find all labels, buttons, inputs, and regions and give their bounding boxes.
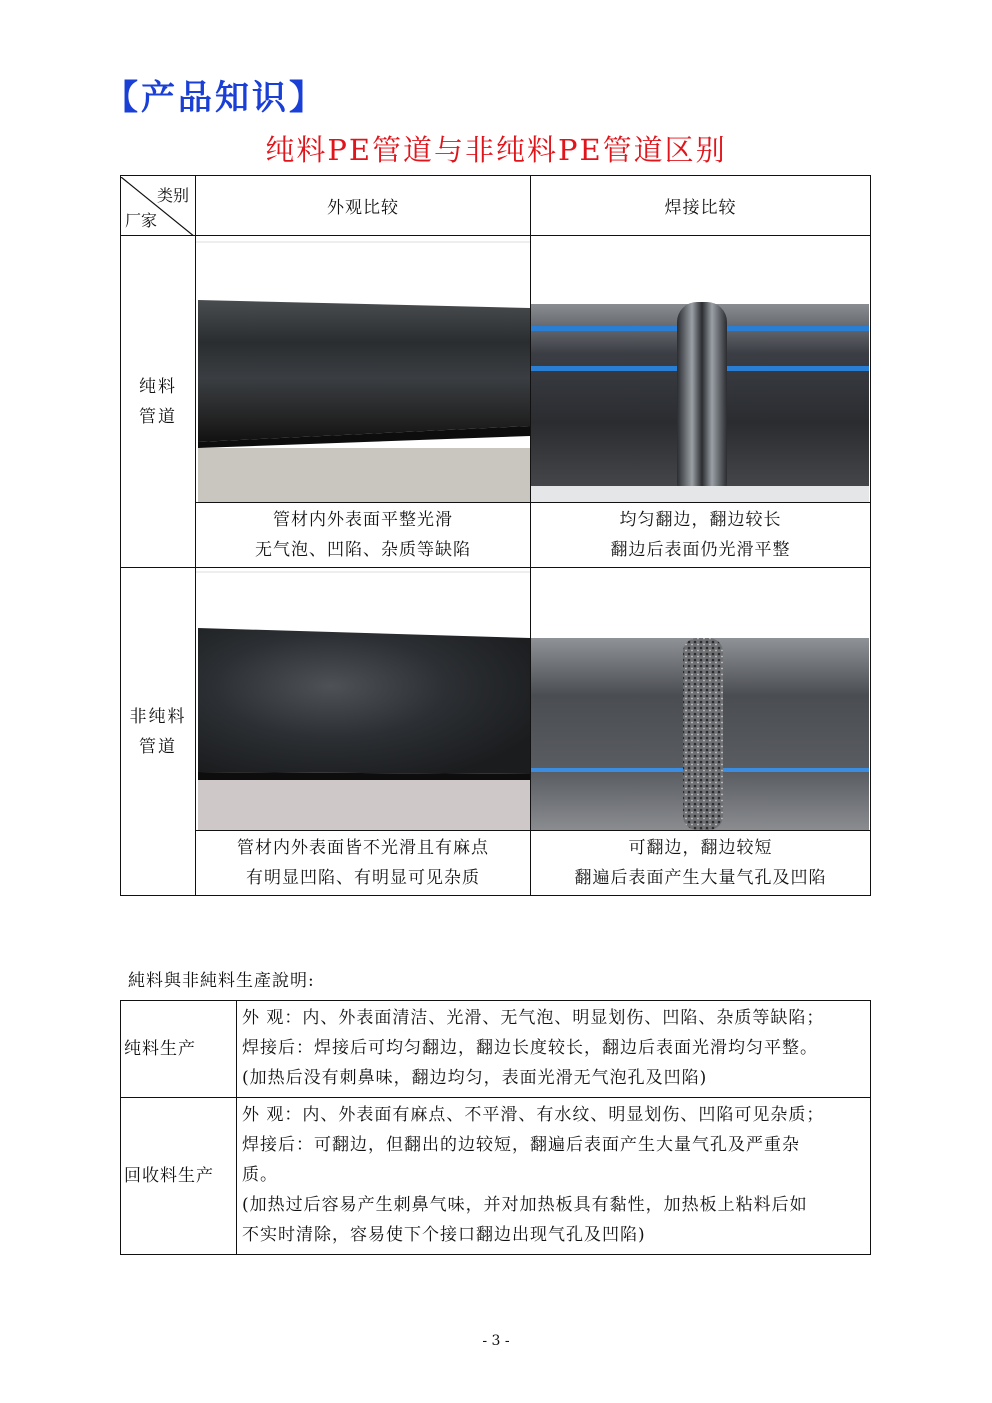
section-header: 【产品知识】 xyxy=(104,78,326,118)
explanation-table xyxy=(120,1000,871,1255)
explain-label-recycled: 回收料生产 xyxy=(121,1098,237,1255)
column-header-weld: 焊接比较 xyxy=(531,176,871,236)
caption-nonpure-appearance: 管材内外表面皆不光滑且有麻点 有明显凹陷、有明显可见杂质 xyxy=(196,831,531,896)
explain-label-pure: 纯料生产 xyxy=(121,1001,237,1098)
corner-bottom-label: 厂家 xyxy=(125,210,158,230)
explanation-heading: 純料與非純料生產說明: xyxy=(128,971,315,991)
caption-pure-weld: 均匀翻边，翻边较长 翻边后表面仍光滑平整 xyxy=(531,503,871,568)
page-title: 纯料PE管道与非纯料PE管道区别 xyxy=(265,133,727,167)
corner-cell xyxy=(121,176,196,236)
column-header-appearance: 外观比较 xyxy=(196,176,531,236)
row-label-pure: 纯料 管道 xyxy=(121,236,196,568)
explain-text-pure: 外 观：内、外表面清洁、光滑、无气泡、明显划伤、凹陷、杂质等缺陷； 焊接后：焊接后可均匀翻边，翻边长度较长，翻边后表面光滑均匀平整。 (加热后没有刺鼻味，翻边均匀，表面光滑无气泡孔及凹陷) xyxy=(237,1001,871,1098)
corner-top-label: 类别 xyxy=(156,185,189,205)
photo-pure-pipe-weld xyxy=(531,236,871,503)
row-label-nonpure: 非纯料 管道 xyxy=(121,568,196,896)
caption-pure-appearance: 管材内外表面平整光滑 无气泡、凹陷、杂质等缺陷 xyxy=(196,503,531,568)
page-number: - 3 - xyxy=(482,1333,510,1349)
explain-text-recycled: 外 观：内、外表面有麻点、不平滑、有水纹、明显划伤、凹陷可见杂质； 焊接后：可翻边，但翻出的边较短，翻遍后表面产生大量气孔及严重杂 质。 (加热过后容易产生刺鼻气味，并对加热板具有黏性，加热板上粘料后如 不实时清除，容易使下个接口翻边出现气孔及凹陷) xyxy=(237,1098,871,1255)
caption-nonpure-weld: 可翻边，翻边较短 翻遍后表面产生大量气孔及凹陷 xyxy=(531,831,871,896)
comparison-table xyxy=(120,175,871,896)
photo-pure-pipe-surface xyxy=(196,236,531,503)
photo-nonpure-pipe-surface xyxy=(196,568,531,831)
photo-nonpure-pipe-weld xyxy=(531,568,871,831)
